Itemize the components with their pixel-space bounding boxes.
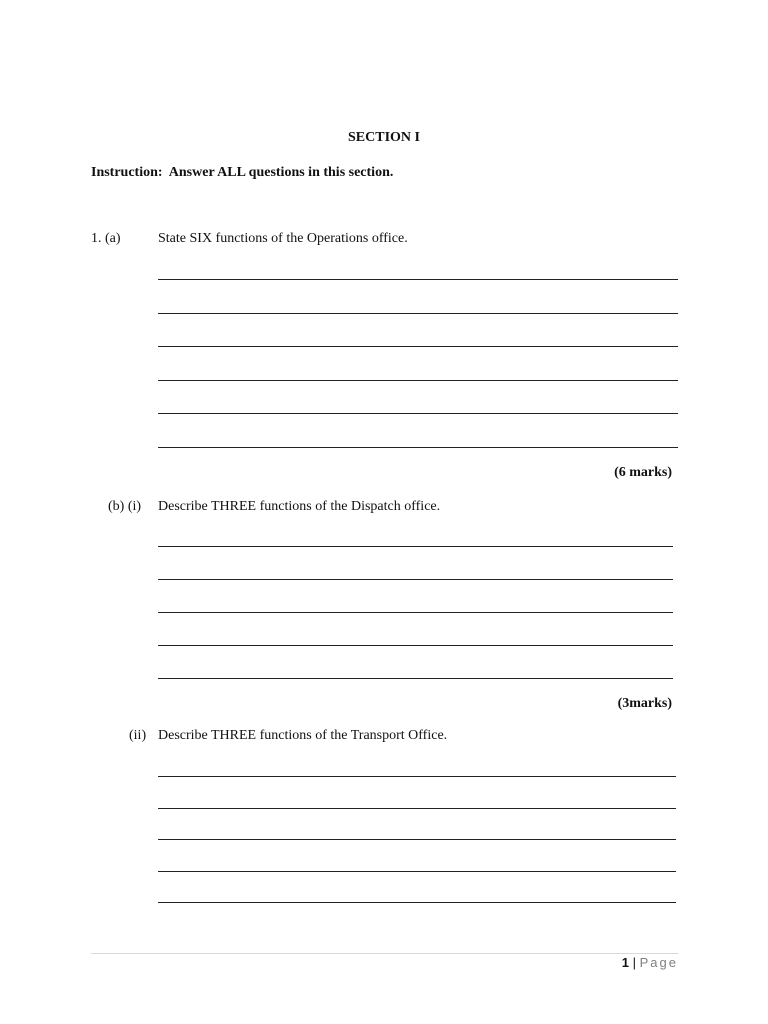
- question-number-1b-ii: (ii): [129, 728, 147, 743]
- marks-1a: (6 marks): [614, 465, 672, 480]
- answer-line: [158, 380, 678, 381]
- section-title: SECTION I: [348, 130, 420, 145]
- footer-divider: [91, 953, 678, 954]
- question-number-1a: 1. (a): [91, 231, 121, 246]
- answer-line: [158, 579, 673, 580]
- marks-1b-i: (3marks): [617, 696, 672, 711]
- answer-line: [158, 645, 673, 646]
- answer-line: [158, 871, 676, 872]
- answer-line: [158, 678, 673, 679]
- question-text-1a: State SIX functions of the Operations office.: [158, 231, 408, 246]
- page-label: Page: [639, 955, 678, 970]
- answer-line: [158, 279, 678, 280]
- answer-line: [158, 839, 676, 840]
- answer-line: [158, 447, 678, 448]
- answer-line: [158, 808, 676, 809]
- question-text-1b-ii: Describe THREE functions of the Transport Office.: [158, 728, 448, 743]
- answer-line: [158, 413, 678, 414]
- answer-line: [158, 902, 676, 903]
- question-number-1b-i: (b) (i): [108, 499, 142, 514]
- answer-line: [158, 313, 678, 314]
- answer-line: [158, 776, 676, 777]
- answer-line: [158, 546, 673, 547]
- page-footer: [622, 955, 678, 970]
- page-separator: |: [632, 955, 636, 970]
- page-number: 1: [621, 955, 629, 970]
- answer-line: [158, 346, 678, 347]
- instruction: Instruction: Answer ALL questions in this section.: [91, 165, 394, 180]
- answer-line: [158, 612, 673, 613]
- question-text-1b-i: Describe THREE functions of the Dispatch office.: [158, 499, 441, 514]
